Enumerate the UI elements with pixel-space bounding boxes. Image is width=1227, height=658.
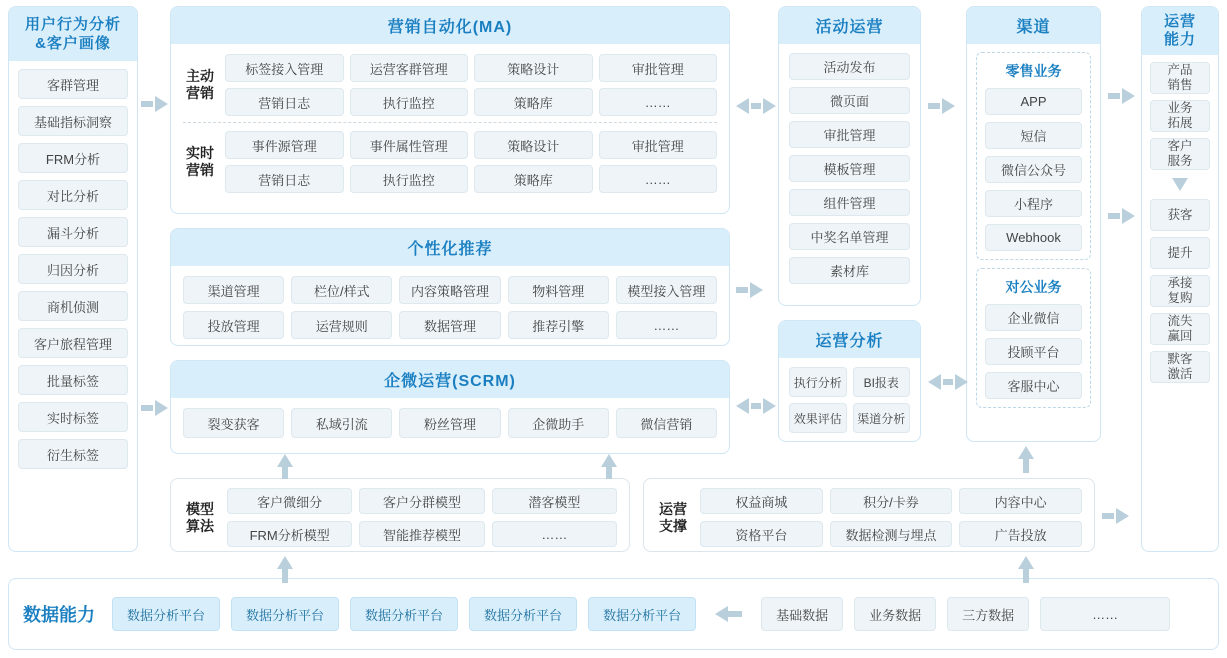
model-algorithm-panel	[170, 478, 630, 552]
list-item[interactable]: 营销日志	[225, 88, 344, 116]
channel-corporate-items	[985, 304, 1082, 399]
channel-retail-group	[976, 52, 1091, 260]
list-item[interactable]: 执行分析	[789, 367, 847, 397]
channel-retail-items	[985, 88, 1082, 251]
arrow-activity-to-channel	[928, 98, 955, 114]
arrow-model-up-to-scrm	[277, 454, 293, 479]
list-item[interactable]: 粉丝管理	[399, 408, 500, 438]
list-item[interactable]: 潜客模型	[492, 488, 617, 514]
list-item[interactable]: 漏斗分析	[18, 217, 128, 247]
list-item[interactable]	[1150, 313, 1210, 345]
scrm-panel-title: 企微运营(SCRM)	[171, 361, 729, 398]
arrow-support-to-capability	[1102, 508, 1129, 524]
reco-items	[171, 266, 729, 349]
user-behavior-item-list	[9, 61, 137, 475]
capability-item-line1: 客户	[1167, 139, 1193, 153]
list-item[interactable]: 事件源管理	[225, 131, 344, 159]
list-item[interactable]: 审批管理	[599, 54, 718, 82]
list-item[interactable]: 基础数据	[761, 597, 843, 631]
capability-item-line1: 提升	[1167, 245, 1193, 260]
list-item[interactable]: 策略库	[474, 165, 593, 193]
list-item[interactable]: APP	[985, 88, 1082, 115]
list-item[interactable]: 运营客群管理	[350, 54, 469, 82]
list-item[interactable]: 广告投放	[959, 521, 1082, 547]
analysis-panel-title: 运营分析	[779, 321, 920, 358]
capability-title-line2: 能力	[1163, 31, 1196, 48]
list-item[interactable]	[1150, 100, 1210, 132]
model-algorithm-items	[227, 488, 617, 547]
list-item[interactable]: 企业微信	[985, 304, 1082, 331]
capability-panel-title	[1142, 7, 1218, 55]
list-item[interactable]: 活动发布	[789, 53, 910, 80]
list-item[interactable]: 物料管理	[508, 276, 609, 304]
list-item[interactable]: 归因分析	[18, 254, 128, 284]
list-item[interactable]: 模板管理	[789, 155, 910, 182]
list-item[interactable]: 推荐引擎	[508, 311, 609, 339]
list-item[interactable]: 审批管理	[789, 121, 910, 148]
capability-title-line1: 运营	[1163, 13, 1196, 30]
model-algorithm-label	[183, 501, 217, 535]
list-item[interactable]: 微页面	[789, 87, 910, 114]
capability-item-line2: 赢回	[1167, 329, 1193, 343]
channel-retail-title: 零售业务	[1005, 63, 1062, 79]
arrow-analysis-to-channel	[928, 374, 968, 390]
capability-item-line2: 复购	[1167, 291, 1193, 305]
list-item[interactable]: 微信营销	[616, 408, 717, 438]
list-item[interactable]: 数据分析平台	[588, 597, 696, 631]
operation-support-items	[700, 488, 1082, 547]
list-item[interactable]	[1150, 351, 1210, 383]
list-item[interactable]: 资格平台	[700, 521, 823, 547]
arrow-left-to-ma-top	[141, 96, 168, 112]
capability-item-line1: 获客	[1167, 207, 1193, 222]
list-item[interactable]: 模型接入管理	[616, 276, 717, 304]
capability-item-line2: 服务	[1167, 154, 1193, 168]
ma-group-realtime-items	[225, 131, 717, 193]
capability-item-line2: 拓展	[1167, 116, 1193, 130]
scrm-items	[171, 398, 729, 448]
list-item[interactable]: 商机侦测	[18, 291, 128, 321]
list-item[interactable]: 数据分析平台	[112, 597, 220, 631]
capability-item-line2: 激活	[1167, 367, 1193, 381]
list-item[interactable]: 投顾平台	[985, 338, 1082, 365]
list-item[interactable]: 组件管理	[789, 189, 910, 216]
list-item[interactable]: 事件属性管理	[350, 131, 469, 159]
list-item[interactable]: ……	[1040, 597, 1170, 631]
list-item[interactable]: 客服中心	[985, 372, 1082, 399]
list-item[interactable]: 基础指标洞察	[18, 106, 128, 136]
list-item[interactable]	[1150, 237, 1210, 269]
list-item[interactable]: 营销日志	[225, 165, 344, 193]
capability-flow-arrow-icon	[1172, 178, 1188, 191]
operation-capability-panel	[1141, 6, 1219, 552]
ma-group-realtime-label-line2: 营销	[186, 162, 214, 178]
activity-panel-title: 活动运营	[779, 7, 920, 44]
list-item[interactable]: 执行监控	[350, 88, 469, 116]
list-item[interactable]: 批量标签	[18, 365, 128, 395]
list-item[interactable]: 内容中心	[959, 488, 1082, 514]
list-item[interactable]: 微信公众号	[985, 156, 1082, 183]
list-item[interactable]	[1150, 199, 1210, 231]
list-item[interactable]: Webhook	[985, 224, 1082, 251]
list-item[interactable]: 中奖名单管理	[789, 223, 910, 250]
channel-panel-title: 渠道	[967, 7, 1100, 44]
arrow-ma-to-activity	[736, 98, 776, 114]
model-algorithm-label-line2: 算法	[186, 517, 214, 534]
data-capability-body	[9, 579, 1218, 649]
operation-support-label-line2: 支撑	[659, 517, 687, 534]
list-item[interactable]	[1150, 62, 1210, 94]
list-item[interactable]: 业务数据	[854, 597, 936, 631]
list-item[interactable]: ……	[599, 165, 718, 193]
list-item[interactable]: 短信	[985, 122, 1082, 149]
arrow-data-up-to-model	[277, 556, 293, 583]
arrow-model-up-to-reco	[601, 454, 617, 479]
capability-items	[1142, 55, 1218, 390]
list-item[interactable]: 客群管理	[18, 69, 128, 99]
list-item[interactable]: 数据分析平台	[231, 597, 339, 631]
ma-group-realtime-label-line1: 实时	[186, 145, 214, 161]
list-item[interactable]: 客户微细分	[227, 488, 352, 514]
list-item[interactable]: 权益商城	[700, 488, 823, 514]
data-capability-panel	[8, 578, 1219, 650]
reco-panel-title: 个性化推荐	[171, 229, 729, 266]
list-item[interactable]: 执行监控	[350, 165, 469, 193]
operation-support-label-line1: 运营	[659, 500, 687, 517]
list-item[interactable]	[1150, 275, 1210, 307]
channel-corporate-title: 对公业务	[1005, 279, 1062, 295]
capability-item-line1: 业务	[1167, 101, 1193, 115]
list-item[interactable]: 对比分析	[18, 180, 128, 210]
list-item[interactable]: 积分/卡券	[830, 488, 953, 514]
list-item[interactable]: 投放管理	[183, 311, 284, 339]
operation-support-label	[656, 501, 690, 535]
list-item[interactable]: BI报表	[853, 367, 911, 397]
list-item[interactable]: 客户分群模型	[359, 488, 484, 514]
list-item[interactable]: 客户旅程管理	[18, 328, 128, 358]
user-behavior-title-line2: &客户画像	[35, 35, 111, 52]
user-behavior-title-line1: 用户行为分析	[24, 16, 121, 33]
operation-support-body	[644, 479, 1094, 556]
ma-group-proactive-items	[225, 54, 717, 116]
scrm-panel	[170, 360, 730, 454]
operation-analysis-panel	[778, 320, 921, 442]
list-item[interactable]: 数据检测与埋点	[830, 521, 953, 547]
ma-group-proactive-label	[183, 68, 217, 102]
list-item[interactable]: ……	[616, 311, 717, 339]
arrow-support-up-to-channel	[1018, 446, 1034, 473]
arrow-reco-to-activity	[736, 282, 763, 298]
ma-group-realtime	[183, 131, 717, 193]
capability-item-line1: 流失	[1167, 314, 1193, 328]
list-item[interactable]: 数据分析平台	[469, 597, 577, 631]
arrow-left-to-scrm	[141, 400, 168, 416]
arrow-channel-to-capability-top	[1108, 88, 1135, 104]
list-item[interactable]: 素材库	[789, 257, 910, 284]
list-item[interactable]: 效果评估	[789, 403, 847, 433]
list-item[interactable]: 标签接入管理	[225, 54, 344, 82]
list-item[interactable]: 渠道管理	[183, 276, 284, 304]
list-item[interactable]: 渠道分析	[853, 403, 911, 433]
list-item[interactable]: 智能推荐模型	[359, 521, 484, 547]
list-item[interactable]: 栏位/样式	[291, 276, 392, 304]
list-item[interactable]: 裂变获客	[183, 408, 284, 438]
list-item[interactable]: 策略设计	[474, 54, 593, 82]
analysis-items	[779, 358, 920, 442]
user-behavior-panel-title	[9, 7, 137, 61]
list-item[interactable]: 内容策略管理	[399, 276, 500, 304]
list-item[interactable]: 三方数据	[947, 597, 1029, 631]
activity-items	[779, 44, 920, 293]
list-item[interactable]: FRM分析	[18, 143, 128, 173]
ma-group-proactive-label-line2: 营销	[186, 85, 214, 101]
ma-panel-title: 营销自动化(MA)	[171, 7, 729, 44]
list-item[interactable]: 数据分析平台	[350, 597, 458, 631]
list-item[interactable]: 小程序	[985, 190, 1082, 217]
capability-item-line1: 产品	[1167, 63, 1193, 77]
ma-group-proactive	[183, 54, 717, 116]
arrow-data-up-to-support	[1018, 556, 1034, 583]
ma-group-proactive-label-line1: 主动	[186, 68, 214, 84]
personalized-recommendation-panel	[170, 228, 730, 346]
arrow-scrm-to-analysis	[736, 398, 776, 414]
model-algorithm-body	[171, 479, 629, 556]
list-item[interactable]: ……	[599, 88, 718, 116]
capability-item-line1: 默客	[1167, 352, 1193, 366]
data-capability-title: 数据能力	[23, 605, 95, 625]
list-item[interactable]: 实时标签	[18, 402, 128, 432]
list-item[interactable]: ……	[492, 521, 617, 547]
arrow-channel-to-capability-mid	[1108, 208, 1135, 224]
list-item[interactable]: 企微助手	[508, 408, 609, 438]
ma-group-divider	[183, 122, 717, 123]
list-item[interactable]: 策略设计	[474, 131, 593, 159]
user-behavior-panel	[8, 6, 138, 552]
activity-operation-panel	[778, 6, 921, 306]
list-item[interactable]	[1150, 138, 1210, 170]
model-algorithm-label-line1: 模型	[186, 500, 214, 517]
ma-panel-body	[171, 44, 729, 207]
list-item[interactable]: 策略库	[474, 88, 593, 116]
marketing-automation-panel	[170, 6, 730, 214]
list-item[interactable]: 审批管理	[599, 131, 718, 159]
list-item[interactable]: 运营规则	[291, 311, 392, 339]
capability-item-line1: 承接	[1167, 276, 1193, 290]
arrow-data-right-to-left	[715, 606, 742, 622]
list-item[interactable]: FRM分析模型	[227, 521, 352, 547]
operation-support-panel	[643, 478, 1095, 552]
capability-item-line2: 销售	[1167, 78, 1193, 92]
list-item[interactable]: 衍生标签	[18, 439, 128, 469]
list-item[interactable]: 私域引流	[291, 408, 392, 438]
channel-corporate-group	[976, 268, 1091, 408]
channel-panel	[966, 6, 1101, 442]
ma-group-realtime-label	[183, 145, 217, 179]
list-item[interactable]: 数据管理	[399, 311, 500, 339]
